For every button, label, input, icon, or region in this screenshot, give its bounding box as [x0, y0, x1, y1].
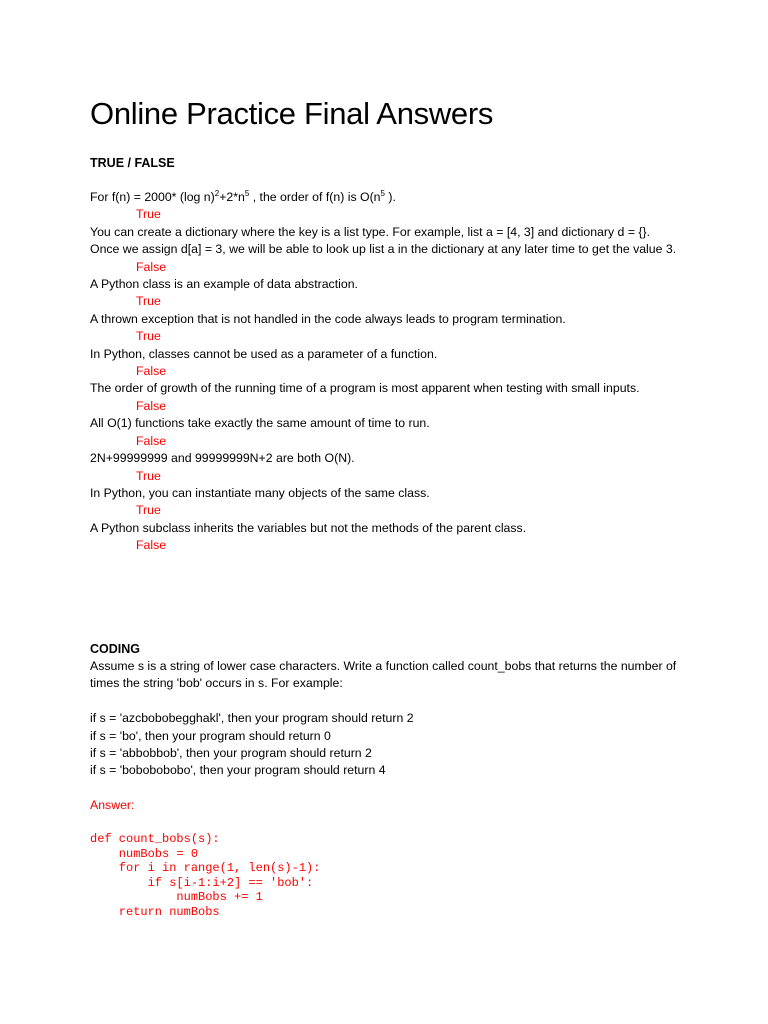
question-6: The order of growth of the running time of a program is most apparent when testing with small inputs. [90, 381, 640, 396]
question-7: All O(1) functions take exactly the same amount of time to run. [90, 416, 430, 431]
code-line: for i in range(1, len(s)-1): [90, 861, 321, 876]
true-false-list [90, 189, 680, 555]
page-title: Online Practice Final Answers [90, 96, 494, 131]
code-block [90, 832, 680, 920]
coding-heading: CODING [90, 642, 140, 656]
answer-3: True [136, 294, 161, 309]
question-5: In Python, classes cannot be used as a parameter of a function. [90, 346, 438, 361]
question-1 [90, 189, 680, 206]
code-line: def count_bobs(s): [90, 832, 220, 847]
answer-2: False [136, 259, 167, 274]
answer-8: True [136, 468, 161, 483]
answer-5: False [136, 364, 167, 379]
question-9: In Python, you can instantiate many objects of the same class. [90, 485, 430, 500]
question-text: ). [384, 190, 396, 204]
answer-7: False [136, 433, 167, 448]
coding-section [90, 658, 680, 920]
question-text: , the order of f(n) is O(n [249, 190, 381, 204]
spacer [90, 693, 680, 710]
spacer [90, 780, 680, 797]
answer-label: Answer: [90, 798, 135, 813]
spacer [90, 815, 680, 832]
code-line: numBobs = 0 [90, 846, 199, 861]
answer-6: False [136, 398, 167, 413]
example-4: if s = 'bobobobobo', then your program should return 4 [90, 763, 386, 778]
question-text: +2*n [219, 190, 245, 204]
answer-9: True [136, 503, 161, 518]
question-text: For f(n) = 2000* (log n) [90, 190, 215, 204]
answer-1: True [136, 207, 161, 222]
answer-10: False [136, 538, 167, 553]
superscript: 5 [380, 188, 385, 198]
code-line: if s[i-1:i+2] == 'bob': [90, 875, 314, 890]
example-1: if s = 'azcbobobegghakl', then your program should return 2 [90, 711, 414, 726]
example-2: if s = 'bo', then your program should return 0 [90, 728, 331, 743]
superscript: 5 [244, 188, 250, 198]
code-line: return numBobs [90, 904, 220, 919]
question-10: A Python subclass inherits the variables but not the methods of the parent class. [90, 520, 527, 535]
question-2: You can create a dictionary where the key is a list type. For example, list a = [4, 3] and dictionary d = {}. Once we assign d[a] = 3, we will be able to look up list a in the dictionary at any later time to get the value 3. [90, 224, 677, 257]
code-line: numBobs += 1 [90, 890, 263, 905]
answer-4: True [136, 329, 161, 344]
true-false-heading: TRUE / FALSE [90, 156, 175, 170]
superscript: 2 [214, 188, 220, 198]
example-3: if s = 'abbobbob', then your program should return 2 [90, 746, 372, 761]
question-4: A thrown exception that is not handled in the code always leads to program termination. [90, 311, 566, 326]
question-3: A Python class is an example of data abstraction. [90, 277, 358, 292]
question-8: 2N+99999999 and 99999999N+2 are both O(N). [90, 451, 355, 466]
coding-prompt: Assume s is a string of lower case characters. Write a function called count_bobs that returns the number of times the string 'bob' occurs in s. For example: [90, 659, 677, 691]
